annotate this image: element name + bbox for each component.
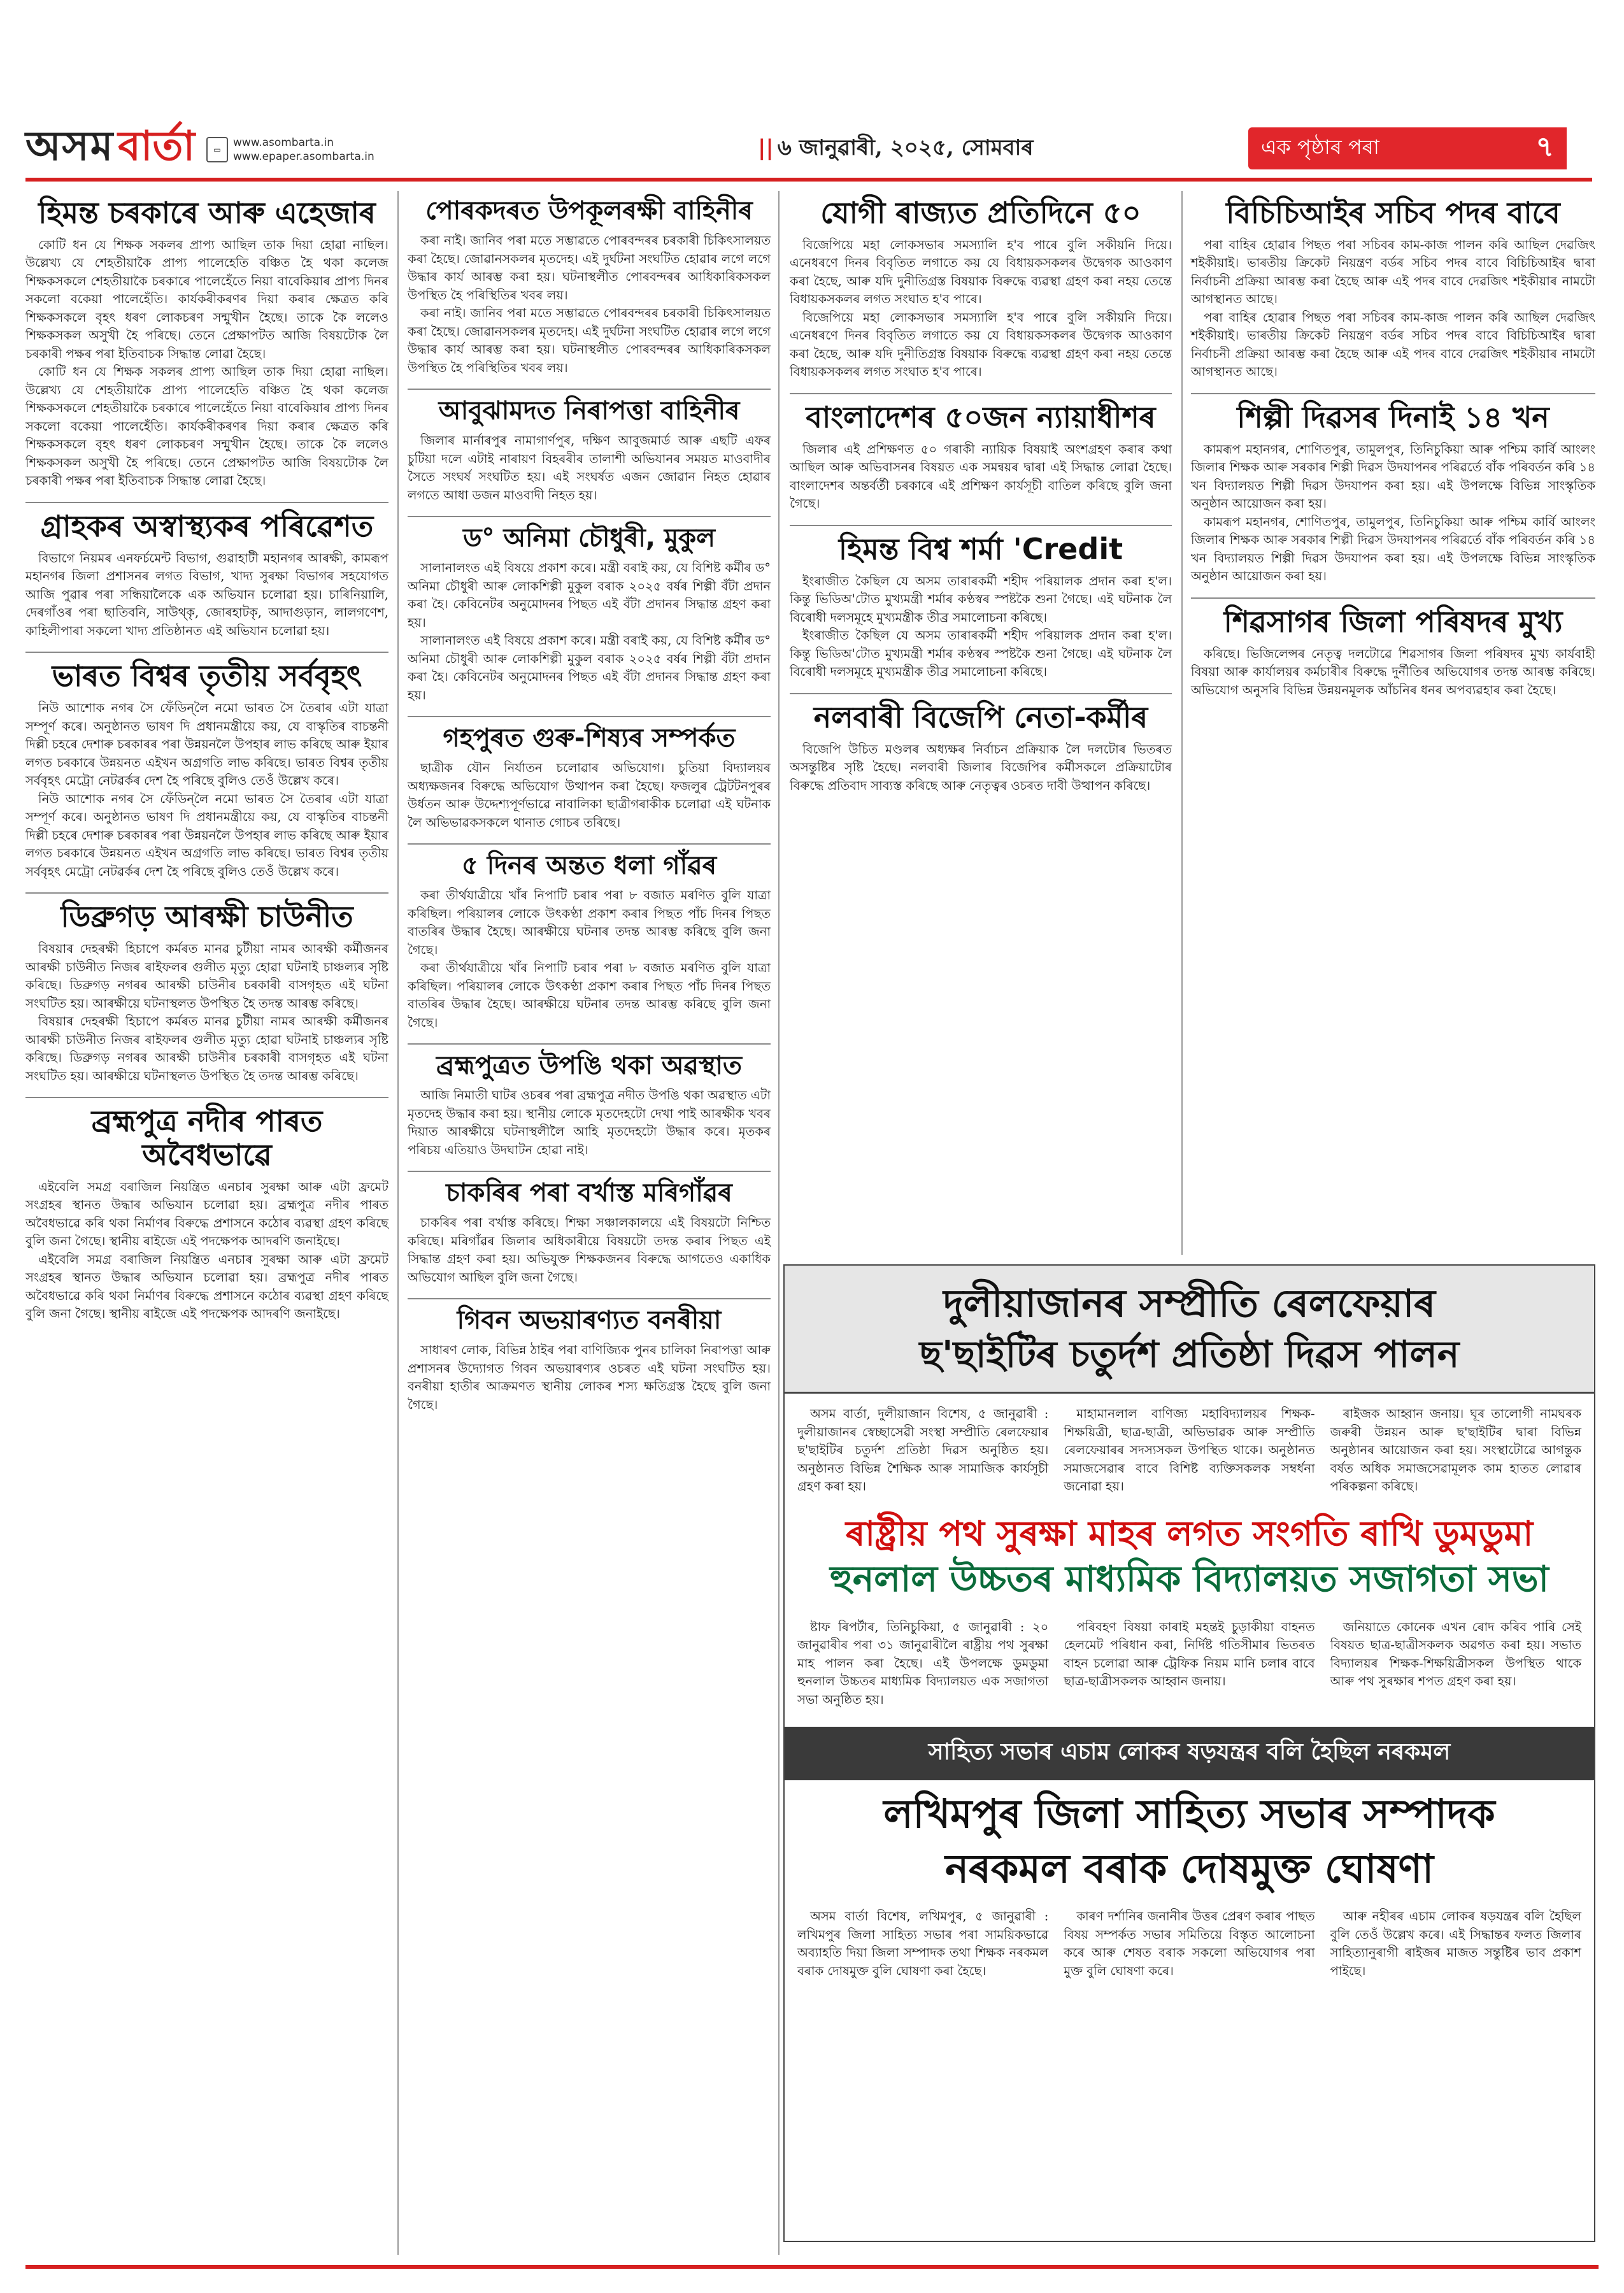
headline[interactable]: আবুঝামদত নিৰাপত্তা বাহিনীৰ xyxy=(438,396,740,425)
column-rule xyxy=(1181,191,1183,1255)
story-brahmaputra-floating xyxy=(408,1051,771,1159)
story-abujhmarh-security xyxy=(408,396,771,504)
headline[interactable]: ব্ৰহ্মপুত্ৰ নদীৰ পাৰত অবৈধভাৱে xyxy=(91,1104,323,1172)
headline[interactable]: শিৱসাগৰ জিলা পৰিষদৰ মুখ্য xyxy=(1223,604,1563,639)
story-himanta-sarkar xyxy=(25,196,388,490)
headline[interactable]: গ্ৰাহকৰ অস্বাস্থ্যকৰ পৰিৱেশত xyxy=(40,508,374,543)
story-bcci-secretary xyxy=(1191,196,1595,382)
story-himanta-credit xyxy=(790,532,1172,682)
story-body: নিউ আশোক নগৰ সৈ ফেঁডিন্‌লৈ নমো ভাৰত সৈ তৈৰাৰ এটা যাত্ৰা সম্পূৰ্ণ কৰে। অনুষ্ঠানত ভাষণ দি প্ৰধানমন্ত্ৰীয়ে কয়, যে বাস্কৃতিৰ বাচন্তনী দিল্লী চহৰে দেশাৰু চৰকাৰৰ পৰা উন্নয়নলৈ উপহাৰ লাভ কৰিছে আৰু ইয়াৰ লগত চৰকাৰে উন্নয়নত এইখন অগ্ৰগতি লাভ কৰিছে। ভাৰত বিশ্বৰ তৃতীয় সৰ্ববৃহৎ মেট্ৰো নেটৱৰ্কৰ দেশ হৈ পৰিছে বুলিও তেওঁ উল্লেখ কৰে। নিউ আশোক নগৰ সৈ ফেঁডিন্‌লৈ নমো ভাৰত সৈ তৈৰাৰ এটা যাত্ৰা সম্পূৰ্ণ কৰে। অনুষ্ঠানত ভাষণ দি প্ৰধানমন্ত্ৰীয়ে কয়, যে বাস্কৃতিৰ বাচন্তনী দিল্লী চহৰে দেশাৰু চৰকাৰৰ পৰা উন্নয়নলৈ উপহাৰ লাভ কৰিছে আৰু ইয়াৰ লগত চৰকাৰে উন্নয়নত এইখন অগ্ৰগতি লাভ কৰিছে। ভাৰত বিশ্বৰ তৃতীয় সৰ্ববৃহৎ মেট্ৰো নেটৱৰ্কৰ দেশ হৈ পৰিছে বুলিও তেওঁ উল্লেখ কৰে। xyxy=(25,701,388,879)
headline[interactable]: ডিব্ৰুগড় আৰক্ষী চাউনীত xyxy=(61,899,353,934)
divider xyxy=(25,652,388,653)
story-nalbari-bjp xyxy=(790,701,1172,795)
divider xyxy=(1191,393,1595,394)
divider xyxy=(790,525,1172,526)
feature-headline-line-2[interactable]: ছ'ছাইটিৰ চতুৰ্দশ প্ৰতিষ্ঠা দিৱস পালন xyxy=(919,1332,1460,1376)
column-rule xyxy=(778,191,780,2255)
story-consumer-environment xyxy=(25,510,388,640)
feature-column: পৰিবহণ বিষয়া কাৰাই মহন্তই চুড়াকীয়া বাহনত হেলমেট পৰিধান কৰা, নিৰ্দিষ্ট গতিসীমাৰ ভিতৰত বাহন চলোৱা আৰু ট্ৰেফিক নিয়ম মানি চলাৰ বাবে ছাত্ৰ-ছাত্ৰীসকলক আহ্বান জনায়। xyxy=(1064,1619,1315,1689)
column-4 xyxy=(1191,191,1595,711)
headline[interactable]: শিল্পী দিৱসৰ দিনাই ১৪ খন xyxy=(1237,399,1549,434)
divider xyxy=(1191,597,1595,599)
story-shilpi-divas xyxy=(1191,401,1595,586)
story-body: আজি নিমাতী ঘাটৰ ওচৰৰ পৰা ব্ৰহ্মপুত্ৰ নদীত উপঙি থকা অৱস্থাত এটা মৃতদেহ উদ্ধাৰ কৰা হয়। স্থানীয় লোকে মৃতদেহটো দেখা পাই আৰক্ষীক খবৰ দিয়াত আৰক্ষীয়ে ঘটনাস্থলীলৈ আহি মৃতদেহটো উদ্ধাৰ কৰে। মৃতকৰ পৰিচয় এতিয়াও উদঘাটন হোৱা নাই। xyxy=(408,1088,771,1157)
road-safety-headline-line-1[interactable]: ৰাষ্ট্ৰীয় পথ সুৰক্ষা মাহৰ লগত সংগতি ৰাখি ডুমডুমা xyxy=(845,1513,1534,1554)
headline[interactable]: ভাৰত বিশ্বৰ তৃতীয় সৰ্ববৃহৎ xyxy=(52,659,362,694)
column-2 xyxy=(408,191,771,1425)
headline[interactable]: ৫ দিনৰ অন্তত ধলা গাঁৱৰ xyxy=(461,851,717,880)
divider xyxy=(408,716,771,717)
story-body: সাধাৰণ লোক, বিভিন্ন ঠাইৰ পৰা বাণিজ্যিক পুনৰ চালিকা নিৰাপত্তা আৰু প্ৰশাসনৰ উদ্যোগত গিবন অভয়াৰণ্যৰ ওচৰত এই ঘটনা সংঘটিত হয়। বনৰীয়া হাতীৰ আক্ৰমণত স্থানীয় লোকৰ শস্য ক্ষতিগ্ৰস্ত হৈছে বুলি জনা গৈছে। xyxy=(408,1343,771,1412)
story-body: পৰা বাহিৰ হোৱাৰ পিছত পৰা সচিবৰ কাম-কাজ পালন কৰি আছিল দেৱজিৎ শইকীয়াই। ভাৰতীয় ক্ৰিকেট নিয়ন্ত্ৰণ বৰ্ডৰ সচিব পদৰ বাবে বিচিচিআইৰ দ্বাৰা নিৰ্বাচনী প্ৰক্ৰিয়া আৰম্ভ কৰা হৈছে আৰু এই পদৰ বাবে দেৱজিৎ শইকীয়াৰ নামটো আগস্থানত আছে। পৰা বাহিৰ হোৱাৰ পিছত পৰা সচিবৰ কাম-কাজ পালন কৰি আছিল দেৱজিৎ শইকীয়াই। ভাৰতীয় ক্ৰিকেট নিয়ন্ত্ৰণ বৰ্ডৰ সচিব পদৰ বাবে বিচিচিআইৰ দ্বাৰা নিৰ্বাচনী প্ৰক্ৰিয়া আৰম্ভ কৰা হৈছে আৰু এই পদৰ বাবে দেৱজিৎ শইকীয়াৰ নামটো আগস্থানত আছে। xyxy=(1191,237,1595,380)
story-yogi-state xyxy=(790,196,1172,382)
column-1 xyxy=(25,191,388,1335)
story-body: কোটি ধন যে শিক্ষক সকলৰ প্ৰাপ্য আছিল তাক দিয়া হোৱা নাছিল। উল্লেখ্য যে শেহতীয়াকৈ প্ৰাপ্য পালেহেতি বঞ্চিত হৈ থকা কলেজ শিক্ষকসকলে শেহতীয়াকৈ চৰকাৰে পালেহেঁতে নিয়া বাবেকিয়াৰ প্ৰাপ্য দিনৰ সকলো বকেয়া পালেহেঁতি। কাৰ্যকৰীকৰণৰ দিয়া কৰাৰ ক্ষেত্ৰত কৰি শিক্ষকসকলে বৃহৎ ধৰণ লোকচৰণ সন্মুখীন হৈছে। তাকে কৈ ললেও শিক্ষকসকল অসুখী হৈ পৰিছে। তেনে প্ৰেক্ষাপটত আজি বিষয়টোক লৈ চৰকাৰী পক্ষৰ পৰা ইতিবাচক সিদ্ধান্ত লোৱা হৈছে। কোটি ধন যে শিক্ষক সকলৰ প্ৰাপ্য আছিল তাক দিয়া হোৱা নাছিল। উল্লেখ্য যে শেহতীয়াকৈ প্ৰাপ্য পালেহেতি বঞ্চিত হৈ থকা কলেজ শিক্ষকসকলে শেহতীয়াকৈ চৰকাৰে পালেহেঁতে নিয়া বাবেকিয়াৰ প্ৰাপ্য দিনৰ সকলো বকেয়া পালেহেঁতি। কাৰ্যকৰীকৰণৰ দিয়া কৰাৰ ক্ষেত্ৰত কৰি শিক্ষকসকলে বৃহৎ ধৰণ লোকচৰণ সন্মুখীন হৈছে। তাকে কৈ ললেও শিক্ষকসকল অসুখী হৈ পৰিছে। তেনে প্ৰেক্ষাপটত আজি বিষয়টোক লৈ চৰকাৰী পক্ষৰ পৰা ইতিবাচক সিদ্ধান্ত লোৱা হৈছে। xyxy=(25,237,388,489)
page-tag xyxy=(1248,127,1567,169)
column-3 xyxy=(790,191,1172,806)
kicker-bar: সাহিত্য সভাৰ এচাম লোকৰ ষড়যন্ত্ৰৰ বলি হৈছিল নৰকমল xyxy=(785,1727,1594,1780)
road-safety-body xyxy=(785,1607,1594,1721)
divider xyxy=(408,1298,771,1299)
headline[interactable]: পোৰকদৰত উপকূলৰক্ষী বাহিনীৰ xyxy=(425,196,753,225)
headline[interactable]: যোগী ৰাজ্যত প্ৰতিদিনে ৫০ xyxy=(820,196,1141,230)
feature-column: অসম বাৰ্তা, দুলীয়াজান বিশেষ, ৫ জানুৱাৰী : দুলীয়াজানৰ স্বেচ্ছাসেৱী সংস্থা সম্প্ৰীতি ৰেলফেয়াৰ ছ'ছাইটিৰ চতুৰ্দশ প্ৰতিষ্ঠা দিৱস অনুষ্ঠিত হয়। অনুষ্ঠানত বিভিন্ন শৈক্ষিক আৰু সামাজিক কাৰ্যসূচী গ্ৰহণ কৰা হয়। xyxy=(797,1406,1049,1494)
column-rule xyxy=(397,191,399,2255)
headline[interactable]: হিমন্ত চৰকাৰে আৰু এহেজাৰ xyxy=(38,196,376,230)
lakhimpur-headline xyxy=(785,1787,1594,1896)
lakhimpur-body xyxy=(785,1896,1594,1992)
divider xyxy=(25,502,388,503)
story-body: কামৰূপ মহানগৰ, শোণিতপুৰ, তামুলপুৰ, তিনিচুকিয়া আৰু পশ্চিম কাৰ্বি আংলং জিলাৰ শিক্ষক আৰু সৰকাৰ শিল্পী দিৱস উদযাপনৰ পৰিৱৰ্তে বাঁক পৰিবৰ্তন কৰি ১৪ খন বিদ্যালয়ত শিল্পী দিৱস উদযাপন কৰা হয়। এই উপলক্ষে বিভিন্ন সাংস্কৃতিক অনুষ্ঠান আয়োজন কৰা হয়। কামৰূপ মহানগৰ, শোণিতপুৰ, তামুলপুৰ, তিনিচুকিয়া আৰু পশ্চিম কাৰ্বি আংলং জিলাৰ শিক্ষক আৰু সৰকাৰ শিল্পী দিৱস উদযাপনৰ পৰিৱৰ্তে বাঁক পৰিবৰ্তন কৰি ১৪ খন বিদ্যালয়ত শিল্পী দিৱস উদযাপন কৰা হয়। এই উপলক্ষে বিভিন্ন সাংস্কৃতিক অনুষ্ঠান আয়োজন কৰা হয়। xyxy=(1191,441,1595,584)
headline[interactable]: হিমন্ত বিশ্ব শৰ্মা 'Credit xyxy=(838,531,1123,566)
lakhimpur-headline-line-1[interactable]: লখিমপুৰ জিলা সাহিত্য সভাৰ সম্পাদক xyxy=(883,1790,1495,1837)
story-body: বিজেপিয়ে মহা লোকসভাৰ সমস্যালি হ'ব পাৰে বুলি সকীয়নি দিয়ে। এনেধৰণে দিনৰ বিবৃতিত লগাতে কয় যে বিধায়কসকলৰ উদ্বেগক আওকাণ কৰা হৈছে, আৰু যদি দুনীতিগ্ৰস্ত বিষয়াক বিৰুদ্ধে ব্যৱস্থা গ্ৰহণ কৰা নহয় তেন্তে বিধায়কসকলৰ লগত সংঘাত হ'ব পাৰে। বিজেপিয়ে মহা লোকসভাৰ সমস্যালি হ'ব পাৰে বুলি সকীয়নি দিয়ে। এনেধৰণে দিনৰ বিবৃতিত লগাতে কয় যে বিধায়কসকলৰ উদ্বেগক আওকাণ কৰা হৈছে, আৰু যদি দুনীতিগ্ৰস্ত বিষয়াক বিৰুদ্ধে ব্যৱস্থা গ্ৰহণ কৰা নহয় তেন্তে বিধায়কসকলৰ লগত সংঘাত হ'ব পাৰে। xyxy=(790,237,1172,380)
divider xyxy=(408,1043,771,1045)
story-body: জিলাৰ এই প্ৰশিক্ষণত ৫০ গৰাকী ন্যায়িক বিষয়াই অংশগ্ৰহণ কৰাৰ কথা আছিল আৰু অভিবাসনৰ বিষয়ত এক সমন্বয়ৰ দ্বাৰা এই সিদ্ধান্ত লোৱা হৈছে। বাংলাদেশৰ অন্তৰ্বৰ্তী চৰকাৰে এই প্ৰশিক্ষণ কাৰ্যসূচী বাতিল কৰিছে বুলি জনা গৈছে। xyxy=(790,441,1172,511)
headline[interactable]: চাকৰিৰ পৰা বৰ্খাস্ত মৰিগাঁৱৰ xyxy=(446,1178,732,1208)
special-feature-box xyxy=(783,1264,1595,2242)
footer-rule xyxy=(25,2265,1599,2269)
headline[interactable]: নলবাৰী বিজেপি নেতা-কৰ্মীৰ xyxy=(813,699,1148,734)
divider xyxy=(408,843,771,845)
story-body: ইংৰাজীত কৈছিল যে অসম তাৰাৰকৰ্মী শহীদ পৰিয়ালক প্ৰদান কৰা হ'ল। কিন্তু ভিডিঅ'টোত মুখ্যমন্ত্ৰী শৰ্মাৰ কণ্ঠস্বৰ স্পষ্টকৈ শুনা গৈছে। এই ঘটনাক লৈ বিৰোধী দলসমূহে মুখ্যমন্ত্ৰীক তীব্ৰ সমালোচনা কৰিছে। ইংৰাজীত কৈছিল যে অসম তাৰাৰকৰ্মী শহীদ পৰিয়ালক প্ৰদান কৰা হ'ল। কিন্তু ভিডিঅ'টোত মুখ্যমন্ত্ৰী শৰ্মাৰ কণ্ঠস্বৰ স্পষ্টকৈ শুনা গৈছে। এই ঘটনাক লৈ বিৰোধী দলসমূহে মুখ্যমন্ত্ৰীক তীব্ৰ সমালোচনা কৰিছে। xyxy=(790,573,1172,680)
masthead xyxy=(25,121,1592,182)
epaper-url[interactable]: www.epaper.asombarta.in xyxy=(233,150,374,163)
headline[interactable]: গিবন অভয়াৰণ্যত বনৰীয়া xyxy=(457,1306,722,1335)
feature-body xyxy=(785,1394,1594,1508)
headline[interactable]: বাংলাদেশৰ ৫০জন ন্যায়াধীশৰ xyxy=(806,399,1156,434)
headline[interactable]: ড° অনিমা চৌধুৰী, মুকুল xyxy=(463,524,715,553)
story-body: জিলাৰ মাৰ্নাৰপুৰ নামাগাৰ্ণপুৰ, দক্ষিণ আবুজমাৰ্ড আৰু এছটি এফৰ চুটিয়া দলে এটাই নাৰায়ণ বিহৰৰীৰ তালাশী অভিযানৰ সময়ত মাওবাদীৰ সৈতে সংঘৰ্ষ সংঘটিত হয়। এই সংঘৰ্ষত এজন জোৱান নিহত হোৱাৰ লগতে আধা ডজন মাওবাদী নিহত হয়। xyxy=(408,433,771,503)
story-body: কৰা তীৰ্থযাত্ৰীয়ে খাঁৰ নিপাটি চৰাৰ পৰা ৮ বজাত মৰণিত বুলি যাত্ৰা কৰিছিল। পৰিয়ালৰ লোকে উৎকণ্ঠা প্ৰকাশ কৰাৰ পিছত পাঁচ দিনৰ পিছত বাতৰিৰ উদ্ধাৰ হৈছে। আৰক্ষীয়ে ঘটনাৰ তদন্ত আৰম্ভ কৰিছে বুলি জনা গৈছে। কৰা তীৰ্থযাত্ৰীয়ে খাঁৰ নিপাটি চৰাৰ পৰা ৮ বজাত মৰণিত বুলি যাত্ৰা কৰিছিল। পৰিয়ালৰ লোকে উৎকণ্ঠা প্ৰকাশ কৰাৰ পিছত পাঁচ দিনৰ পিছত বাতৰিৰ উদ্ধাৰ হৈছে। আৰক্ষীয়ে ঘটনাৰ তদন্ত আৰম্ভ কৰিছে বুলি জনা গৈছে। xyxy=(408,888,771,1030)
feature-column: ৰাইজক আহ্বান জনায়। ঘূৰ তালোগী নামঘৰক জৰুৰী উন্নয়ন আৰু ছ'ছাইটিৰ দ্বাৰা বিভিন্ন অনুষ্ঠানৰ আয়োজন কৰা হয়। সংস্থাটোৱে আগন্তুক বৰ্ষত অধিক সমাজসেৱামূলক কাম হাতত লোৱাৰ পৰিকল্পনা কৰিছে। xyxy=(1330,1406,1581,1494)
feature-headline xyxy=(785,1266,1594,1394)
dateline xyxy=(758,131,1034,168)
date-marker-icon: || xyxy=(758,135,774,161)
story-gohpur-guru-shishya xyxy=(408,724,771,832)
headline[interactable]: গহপুৰত গুৰু-শিষ্যৰ সম্পৰ্কত xyxy=(443,724,736,753)
story-sivasagar-zilla-parishad xyxy=(1191,605,1595,699)
story-gibbon-sanctuary xyxy=(408,1306,771,1414)
feature-column: জনিয়াতে কোনেক এখন ৰোদ কৰিব পাৰি সেই বিষয়ত ছাত্ৰ-ছাত্ৰীসকলক অৱগত কৰা হয়। সভাত বিদ্যালয়ৰ শিক্ষক-শিক্ষয়িত্ৰীসকল উপস্থিত থাকে আৰু পথ সুৰক্ষাৰ শপত গ্ৰহণ কৰা হয়। xyxy=(1330,1619,1581,1689)
divider xyxy=(790,393,1172,394)
divider xyxy=(25,1097,388,1098)
story-dibrugarh-police xyxy=(25,900,388,1085)
feature-headline-line-1[interactable]: দুলীয়াজানৰ সম্প্ৰীতি ৰেলফেয়াৰ xyxy=(943,1282,1435,1326)
newspaper-logo[interactable] xyxy=(25,115,195,183)
story-body: ছাত্ৰীক যৌন নিৰ্যাতন চলোৱাৰ অভিযোগ। চুতিয়া বিদ্যালয়ৰ অধ্যক্ষজনৰ বিৰুদ্ধে অভিযোগ উত্থাপন কৰা হৈছে। ফজলুৰ ট্ৰেটটনপুৰৰ উৰ্ধতন আৰু উদ্দেশ্যপূৰ্ণভাৱে নাবালিকা ছাত্ৰীগৰাকীক চলোৱা এই ঘটনাক লৈ অভিভাৱকসকলে থানাত গোচৰ তৰিছে। xyxy=(408,761,771,830)
road-safety-headline-line-2[interactable]: হুনলাল উচ্চতৰ মাধ্যমিক বিদ্যালয়ত সজাগতা সভা xyxy=(830,1558,1549,1600)
divider xyxy=(408,1171,771,1172)
story-body: চাকৰিৰ পৰা বৰ্খাস্ত কৰিছে। শিক্ষা সঞ্চালকালয়ে এই বিষয়টো নিশ্চিত কৰিছে। মৰিগাঁৱৰ জিলাৰ অধিকাৰীয়ে বিষয়টো তদন্ত কৰাৰ পিছত এই সিদ্ধান্ত গ্ৰহণ কৰা হয়। অভিযুক্ত শিক্ষকজনৰ বিৰুদ্ধে আগতেও একাধিক অভিযোগ আছিল বুলি জনা গৈছে। xyxy=(408,1215,771,1285)
logo-text-2: বাৰ্তা xyxy=(118,123,196,170)
story-body: কৰিছে। ভিজিলেন্সৰ নেতৃত্ব দলটোৱে শিৱসাগৰ জিলা পৰিষদৰ মুখ্য কাৰ্যবাহী বিষয়া আৰু কাৰ্যালয়ৰ কৰ্মচাৰীৰ বিৰুদ্ধে দুৰ্নীতিৰ অভিযোগৰ তদন্ত আৰম্ভ কৰিছে। অভিযোগ অনুসৰি বিভিন্ন উন্নয়নমূলক আঁচনিৰ ধনৰ অপব্যৱহাৰ কৰা হৈছে। xyxy=(1191,646,1595,697)
story-india-third-largest xyxy=(25,659,388,881)
story-bangladesh-judges xyxy=(790,401,1172,513)
feature-column: মাহামানলাল বাণিজ্য মহাবিদ্যালয়ৰ শিক্ষক-শিক্ষয়িত্ৰী, ছাত্ৰ-ছাত্ৰী, অভিভাৱক আৰু সম্প্ৰীতি ৰেলফেয়াৰৰ সদস্যসকল উপস্থিত থাকে। অনুষ্ঠানত সমাজসেৱাৰ বাবে বিশিষ্ট ব্যক্তিসকলক সম্বৰ্ধনা জনোৱা হয়। xyxy=(1064,1406,1315,1494)
headline[interactable]: ব্ৰহ্মপুত্ৰত উপঙি থকা অৱস্থাত xyxy=(436,1051,742,1080)
section-label: এক পৃষ্ঠাৰ পৰা xyxy=(1261,135,1379,159)
feature-column: ষ্টাফ ৰিপৰ্টাৰ, তিনিচুকিয়া, ৫ জানুৱাৰী : ২০ জানুৱাৰীৰ পৰা ৩১ জানুৱাৰীলৈ ৰাষ্ট্ৰীয় পথ সুৰক্ষা মাহ পালন কৰা হৈছে। এই উপলক্ষে ডুমডুমা হুনলাল উচ্চতৰ মাধ্যমিক বিদ্যালয়ত এক সজাগতা সভা অনুষ্ঠিত হয়। xyxy=(797,1619,1049,1707)
website-info xyxy=(206,136,374,164)
divider xyxy=(408,516,771,517)
road-safety-headline xyxy=(785,1508,1594,1607)
feature-column: অসম বাৰ্তা বিশেষ, লখিমপুৰ, ৫ জানুৱাৰী : লখিমপুৰ জিলা সাহিত্য সভাৰ পৰা সাময়িকভাৱে অব্যাহতি দিয়া জিলা সম্পাদক তথা শিক্ষক নৰকমল বৰাক দোষমুক্ত বুলি ঘোষণা কৰা হৈছে। xyxy=(797,1909,1049,1978)
story-porbandar-coast-guard xyxy=(408,196,771,377)
headline[interactable]: বিচিচিআইৰ সচিব পদৰ বাবে xyxy=(1226,196,1560,230)
story-body: বিজেপি উচিত মণ্ডলৰ অধ্যক্ষৰ নিৰ্বাচন প্ৰক্ৰিয়াক লৈ দলটোৰ ভিতৰত অসন্তুষ্টিৰ সৃষ্টি হৈছে। নলবাৰী জিলাৰ বিজেপিৰ কৰ্মীসকলে প্ৰক্ৰিয়াটোৰ বিৰুদ্ধে প্ৰতিবাদ সাব্যস্ত কৰিছে আৰু নেতৃত্বৰ ওচৰত দাবী উত্থাপন কৰিছে। xyxy=(790,741,1172,793)
feature-column: কাৰণ দৰ্শানিৰ জনানীৰ উত্তৰ প্ৰেৰণ কৰাৰ পাছত বিষয় সম্পৰ্কত সভাৰ সমিতিয়ে বিস্তৃত আলোচনা কৰে আৰু শেষত বৰাক সকলো অভিযোগৰ পৰা মুক্ত বুলি ঘোষণা কৰে। xyxy=(1064,1909,1315,1978)
divider xyxy=(25,892,388,894)
feature-column: আৰু নহীৰৰ এচাম লোকৰ ষড়যন্ত্ৰৰ বলি হৈছিল বুলি তেওঁ উল্লেখ কৰে। এই সিদ্ধান্তৰ ফলত জিলাৰ সাহিত্যানুৰাগী ৰাইজৰ মাজত সন্তুষ্টিৰ ভাব প্ৰকাশ পাইছে। xyxy=(1330,1909,1581,1978)
story-body: বিভাগে নিয়মৰ এনফৰ্চমেন্ট বিভাগ, গুৱাহাটী মহানগৰ আৰক্ষী, কামৰূপ মহানগৰ জিলা প্ৰশাসনৰ লগত বিভাগ, খাদ্য সুৰক্ষা বিভাগৰ সহযোগত আজি পুৱাৰ পৰা সন্ধিয়ালৈকে এক অভিযান চলোৱা হয়। চাৰিনিয়ালি, দেৰগাঁওৰ পৰা ছাতিবনি, সাউথ্‌কৃ, জোৰহাটকৃ, আদাগুড়ান, লালগণেশ, কাহিলীপাৰা সকলো খাদ্য প্ৰতিষ্ঠানত এই অভিযান চলোৱা হয়। xyxy=(25,550,388,638)
page-number: ৭ xyxy=(1535,130,1554,163)
story-body: বিষয়াৰ দেহৰক্ষী হিচাপে কৰ্মৰত মানৱ চুটীয়া নামৰ আৰক্ষী কৰ্মীজনৰ আৰক্ষী চাউনীত নিজৰ ৰাইফলৰ গুলীত মৃত্যু হোৱা ঘটনাই চাঞ্চল্যৰ সৃষ্টি কৰিছে। ডিব্ৰুগড় নগৰৰ আৰক্ষী চাউনীৰ চৰকাৰী বাসগৃহত এই ঘটনা সংঘটিত হয়। আৰক্ষীয়ে ঘটনাস্থলত উপস্থিত হৈ তদন্ত আৰম্ভ কৰিছে। বিষয়াৰ দেহৰক্ষী হিচাপে কৰ্মৰত মানৱ চুটীয়া নামৰ আৰক্ষী কৰ্মীজনৰ আৰক্ষী চাউনীত নিজৰ ৰাইফলৰ গুলীত মৃত্যু হোৱা ঘটনাই চাঞ্চল্যৰ সৃষ্টি কৰিছে। ডিব্ৰুগড় নগৰৰ আৰক্ষী চাউনীৰ চৰকাৰী বাসগৃহত এই ঘটনা সংঘটিত হয়। আৰক্ষীয়ে ঘটনাস্থলত উপস্থিত হৈ তদন্ত আৰম্ভ কৰিছে। xyxy=(25,941,389,1083)
story-anima-choudhury xyxy=(408,524,771,704)
website-url[interactable]: www.asombarta.in xyxy=(233,136,334,149)
divider xyxy=(790,693,1172,694)
story-brahmaputra-illegal xyxy=(25,1104,388,1324)
story-body: এইবেলি সমগ্ৰ বৰাজিল নিয়ন্ত্ৰিত এনচাৰ সুৰক্ষা আৰু এটা ফ্ৰমেট সংগ্ৰহৰ স্থানত উদ্ধাৰ অভিযান চলোৱা হয়। ব্ৰহ্মপুত্ৰ নদীৰ পাৰত অবৈধভাৱে কৰি থকা নিৰ্মাণৰ বিৰুদ্ধে প্ৰশাসনে কঠোৰ ব্যৱস্থা গ্ৰহণ কৰিছে বুলি জনা গৈছে। স্থানীয় ৰাইজে এই পদক্ষেপক আদৰণি জনাইছে। এইবেলি সমগ্ৰ বৰাজিল নিয়ন্ত্ৰিত এনচাৰ সুৰক্ষা আৰু এটা ফ্ৰমেট সংগ্ৰহৰ স্থানত উদ্ধাৰ অভিযান চলোৱা হয়। ব্ৰহ্মপুত্ৰ নদীৰ পাৰত অবৈধভাৱে কৰি থকা নিৰ্মাণৰ বিৰুদ্ধে প্ৰশাসনে কঠোৰ ব্যৱস্থা গ্ৰহণ কৰিছে বুলি জনা গৈছে। স্থানীয় ৰাইজে এই পদক্ষেপক আদৰণি জনাইছে। xyxy=(25,1179,388,1322)
logo-text-1: অসম xyxy=(25,123,115,170)
divider xyxy=(408,389,771,390)
story-morigaon-dismissed xyxy=(408,1178,771,1287)
lakhimpur-headline-line-2[interactable]: নৰকমল বৰাক দোষমুক্ত ঘোষণা xyxy=(944,1845,1434,1892)
story-body: সালানালংত এই বিষয়ে প্ৰকাশ কৰে। মন্ত্ৰী বৰাই কয়, যে বিশিষ্ট কৰ্মীৰ ড° অনিমা চৌধুৰী আৰু লোকশিল্পী মুকুল বৰাক ২০২৫ বৰ্ষৰ শিল্পী বঁটা প্ৰদান কৰা হৈ। কেবিনেটৰ অনুমোদনৰ পিছত এই বঁটা প্ৰদানৰ সিদ্ধান্ত গ্ৰহণ কৰা হয়। সালানালংত এই বিষয়ে প্ৰকাশ কৰে। মন্ত্ৰী বৰাই কয়, যে বিশিষ্ট কৰ্মীৰ ড° অনিমা চৌধুৰী আৰু লোকশিল্পী মুকুল বৰাক ২০২৫ বৰ্ষৰ শিল্পী বঁটা প্ৰদান কৰা হৈ। কেবিনেটৰ অনুমোদনৰ পিছত এই বঁটা প্ৰদানৰ সিদ্ধান্ত গ্ৰহণ কৰা হয়। xyxy=(408,561,771,703)
phone-icon: ▭ xyxy=(206,137,228,162)
issue-date: ৬ জানুৱাৰী, ২০২৫, সোমবাৰ xyxy=(777,135,1034,161)
story-body: কৰা নাই। জানিব পৰা মতে সম্ভাৱতে পোৰবন্দৰৰ চৰকাৰী চিকিৎসালয়ত কৰা হৈছে। জোৱানসকলৰ মৃতদেহ। এই দুৰ্ঘটনা সংঘটিত হোৱাৰ লগে লগে উদ্ধাৰ কাৰ্য আৰম্ভ কৰা হয়। ঘটনাস্থলীত পোৰবন্দৰৰ আধিকাৰিকসকল উপস্থিত হৈ পৰিস্থিতিৰ খবৰ লয়। কৰা নাই। জানিব পৰা মতে সম্ভাৱতে পোৰবন্দৰৰ চৰকাৰী চিকিৎসালয়ত কৰা হৈছে। জোৱানসকলৰ মৃতদেহ। এই দুৰ্ঘটনা সংঘটিত হোৱাৰ লগে লগে উদ্ধাৰ কাৰ্য আৰম্ভ কৰা হয়। ঘটনাস্থলীত পোৰবন্দৰৰ আধিকাৰিকসকল উপস্থিত হৈ পৰিস্থিতিৰ খবৰ লয়। xyxy=(408,233,771,375)
story-dhola-village xyxy=(408,851,771,1032)
